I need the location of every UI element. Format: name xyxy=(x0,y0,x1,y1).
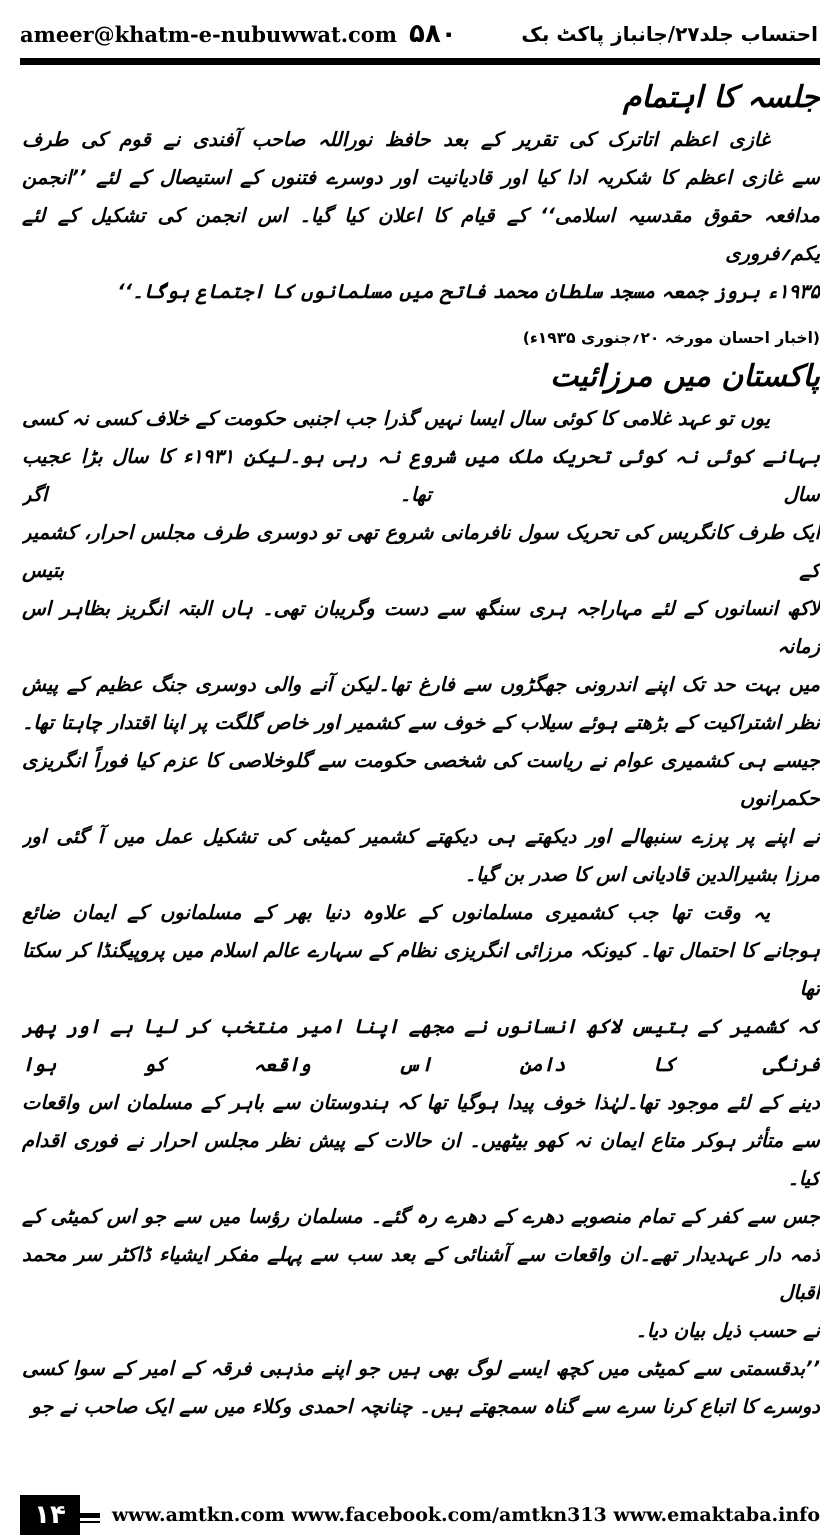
header-running-title: احتساب جلد۲۷/جانباز پاکٹ بک xyxy=(521,22,818,46)
text-line: نظر اشتراکیت کے بڑھتے ہوئے سیلاب کے خوف سے کشمیر اور خاص گلگت پر اپنا اقتدار چاہتا تھا۔ xyxy=(22,711,820,734)
text-line: جس سے کفر کے تمام منصوبے دھرے کے دھرے رہ گئے۔ مسلمان رؤسا میں سے جو اس کمیٹی کے xyxy=(22,1205,820,1228)
text-line: جیسے ہی کشمیری عوام نے ریاست کی شخصی حکومت سے گلوخلاصی کا عزم کیا فوراً انگریزی حکمرانوں xyxy=(22,749,820,810)
text-line: نے حسب ذیل بیان دیا۔ xyxy=(635,1319,820,1342)
text-line: ذمہ دار عہدیدار تھے۔ان واقعات سے آشنائی کے بعد سب سے پہلے مفکر ایشیاء ڈاکٹر سر محمد اقبال xyxy=(22,1243,820,1304)
text-line: ایک طرف کانگریس کی تحریک سول نافرمانی شروع تھی تو دوسری طرف مجلس احرار، کشمیر کے بتیس xyxy=(22,521,820,582)
header-rule xyxy=(20,58,820,65)
text-line: کہ کشمیر کے بتیس لاکھ انسانوں نے مجھے اپنا امیر منتخب کر لیا ہے اور پھر فرنگی کا دامن اس واقعہ کو ہوا xyxy=(22,1015,820,1076)
page-body xyxy=(22,80,820,1460)
page-header xyxy=(20,14,818,54)
text-line: دوسرے کا اتباع کرنا سرے سے گناہ سمجھتے ہیں۔ چنانچہ احمدی وکلاء میں سے ایک صاحب نے جو xyxy=(31,1395,820,1418)
text-line: میں بہت حد تک اپنے اندرونی جھگڑوں سے فارغ تھا۔لیکن آنے والی دوسری جنگ عظیم کے پیش xyxy=(22,673,820,696)
text-line: سے متأثر ہوکر متاع ایمان نہ کھو بیٹھیں۔ ان حالات کے پیش نظر مجلس احرار نے فوری اقدام کیا۔ xyxy=(22,1129,820,1190)
text-line: دینے کے لئے موجود تھا۔لہٰذا خوف پیدا ہوگیا تھا کہ ہندوستان سے باہر کے مسلمان اس واقعات xyxy=(22,1091,820,1114)
text-line: ہوجانے کا احتمال تھا۔ کیونکہ مرزائی انگریزی نظام کے سہارے عالم اسلام میں پروپیگنڈا کر سکتا تھا xyxy=(22,939,820,1000)
page-footer xyxy=(20,1495,820,1535)
section2-paragraph-1 xyxy=(22,400,820,894)
text-line: نے اپنے پر پرزے سنبھالے اور دیکھتے ہی دیکھتے کشمیر کمیٹی کی تشکیل عمل میں آ گئی اور xyxy=(22,825,820,848)
section2-paragraph-3 xyxy=(22,1350,820,1426)
footer-urls: www.amtkn.com www.facebook.com/amtkn313 www.emaktaba.info xyxy=(100,1495,820,1535)
text-line: سے غازی اعظم کا شکریہ ادا کیا اور قادیانیت اور دوسرے فتنوں کے استیصال کے لئے ’’انجمن xyxy=(22,166,820,189)
text-line: مرزا بشیرالدین قادیانی اس کا صدر بن گیا۔ xyxy=(464,863,820,886)
header-page-number: ۵۸۰ xyxy=(409,19,457,49)
header-email: ameer@khatm-e-nubuwwat.com xyxy=(20,21,398,47)
text-line: یہ وقت تھا جب کشمیری مسلمانوں کے علاوہ دنیا بھر کے مسلمانوں کے ایمان ضائع xyxy=(22,901,770,924)
text-line: مدافعہ حقوق مقدسیہ اسلامی‘‘ کے قیام کا اعلان کیا گیا۔ اس انجمن کی تشکیل کے لئے یکم؍فروری xyxy=(22,204,820,265)
section1-paragraph xyxy=(22,121,820,311)
footer-page-box: ۱۴ xyxy=(20,1495,80,1535)
text-line: ۱۹۳۵ء بروز جمعہ مسجد سلطان محمد فاتح میں مسلمانوں کا اجتماع ہوگا۔‘‘ xyxy=(117,280,820,303)
text-line: یوں تو عہد غلامی کا کوئی سال ایسا نہیں گذرا جب اجنبی حکومت کے خلاف کسی نہ کسی xyxy=(22,407,770,430)
header-left xyxy=(20,19,457,49)
text-line: لاکھ انسانوں کے لئے مہاراجہ ہری سنگھ سے دست وگریبان تھی۔ ہاں البتہ انگریز بظاہر اس زمانہ xyxy=(22,597,820,658)
text-line: ’’بدقسمتی سے کمیٹی میں کچھ ایسے لوگ بھی ہیں جو اپنے مذہبی فرقہ کے امیر کے سوا کسی xyxy=(22,1357,820,1380)
text-line: غازی اعظم اتاترک کی تقریر کے بعد حافظ نوراللہ صاحب آفندی نے قوم کی طرف xyxy=(22,128,770,151)
section2-paragraph-2 xyxy=(22,894,820,1350)
section2-heading: پاکستان میں مرزائیت xyxy=(550,359,820,394)
section1-citation: (اخبار احسان مورخہ ۲۰؍جنوری ۱۹۳۵ء) xyxy=(522,329,820,347)
section1-heading: جلسہ کا اہتمام xyxy=(622,80,820,115)
text-line: بہانے کوئی نہ کوئی تحریک ملک میں شروع نہ رہی ہو۔لیکن ۱۹۳۱ء کا سال بڑا عجیب سال تھا۔ اگر xyxy=(22,445,820,506)
